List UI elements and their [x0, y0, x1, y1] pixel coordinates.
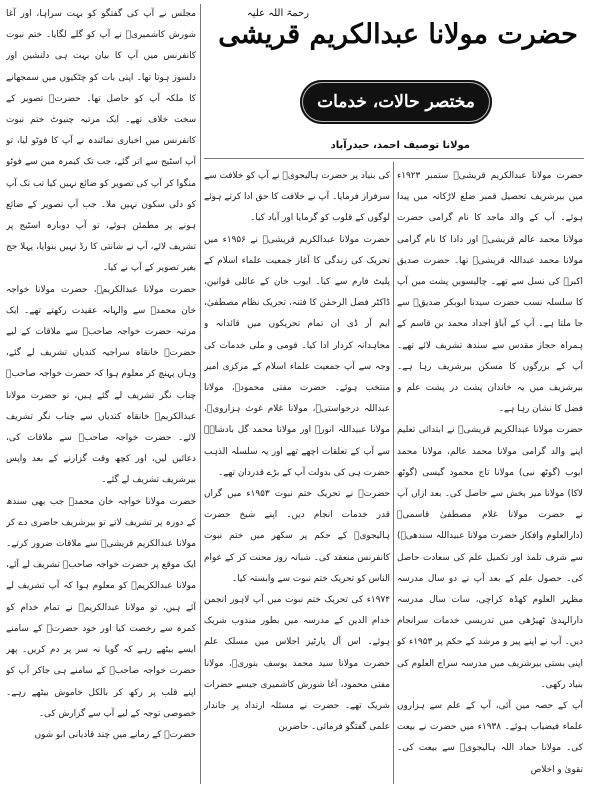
paragraph: کی بنیاد پر حضرت ہالیجویؒ نے آپ کو خلافت سے سرفراز فرمایا۔ آپ نے خلافت کا حق ادا کرتے ہوئے لوگوں کے قلوب کو گرمایا اور آباد کیا۔	[204, 171, 390, 224]
subtitle-banner-text: مختصر حالات، خدمات	[317, 92, 475, 112]
paragraph: حضرتؒ نے تحریک ختم نبوت ۱۹۵۳ء میں گراں قدر خدمات انجام دیں۔ اپنے شیخ حضرت ہالیجویؒ کے حکم پر سکھر میں ختم نبوت کانفرنس منعقد کی۔ شبانہ روز محنت کر کے عوام الناس کو تحریک ختم نبوت سے وابستہ کیا۔	[204, 489, 390, 584]
column-divider-right	[393, 162, 394, 784]
paragraph: حضرت مولانا عبدالکریم قریشیؒ ستمبر ۱۹۲۳ء میں بیرشریف تحصیل قمبر ضلع لاڑکانہ میں پیدا ہوئے۔ آپ کے والد ماجد کا نام گرامی حضرت مولانا محمد عالم قریشیؒ اور دادا کا نام گرامی مولانا محمد عبداللہ قریشیؒ تھا۔ حضرت صدیق اکبرؓ کی نسل سے تھے۔ چالیسویں پشت میں آپ کا سلسلہ نسب حضرت سیدنا ابوبکر صدیقؓ سے جا ملتا ہے۔ آپ کے آباؤ اجداد محمد بن قاسم کے ہمراہ حجاز مقدس سے سندھ تشریف لائے تھے۔ آپ کے بزرگوں کا مسکن بیرشریف رہا ہے۔ بیرشریف میں یہ خاندان پشت در پشت علم و فضل کا نشان رہا ہے۔	[397, 171, 583, 415]
article-column-middle	[204, 166, 390, 780]
article-column-left	[6, 4, 196, 780]
paragraph: مجلس نے آپ کی گفتگو کو بہت سراہا، اور آغا شورش کاشمیریؒ نے آپ کو گلے لگایا۔ ختم نبوت کانفرنس میں آپ کا بیان بہت ہی دلنشین اور دلسوز ہوتا تھا۔ اپنی بات کو چٹکیوں میں سمجھانے کا ملکہ آپ کو حاصل تھا۔ حضرتؒ تصویر کے سخت خلاف تھے۔ ایک مرتبہ چنیوٹ ختم نبوت کانفرنس میں اخباری نمائندہ نے آپ کا فوٹو لیا، تو آپ اسٹیج سے اتر گئے، جب تک کیمرہ مین سے فوٹو منگوا کر آپ کی تصویر کو ضائع نہیں کیا تب تک آپ کو دلی سکون نہیں ملا۔ جب آپ تصویر کے ضائع ہونے پر مطمئن ہوئے، تو آپ دوبارہ اسٹیج پر تشریف لائے، آپ نے شانتی کا رڈ نہیں بنوایا، پہلا حج بغیر تصویر کے آپ نے کیا۔	[6, 9, 196, 274]
byline-divider	[204, 158, 584, 159]
paragraph: حضرت مولانا عبدالکریم قریشیؒ نے ۱۹۵۶ء میں تحریک کی زندگی کا آغاز جمعیت علماء اسلام کے پلیٹ فارم سے کیا۔ ایوب خان کے عائلی قوانین، ڈاکٹر فضل الرحمٰن کا فتنہ، تحریک نظام مصطفیٰ، ایم آر ڈی ان تمام تحریکوں میں قائدانہ و مجاہدانہ کردار ادا کیا۔ قومی و ملی خدمات کی وجہ سے آپ جمعیت علماء اسلام کے مرکزی امیر منتخب ہوئے۔ حضرت مفتی محمودؒ، مولانا عبداللہ درخواستیؒ، مولانا غلام غوث ہزارویؒ، مولانا عبیداللہ انورؒ اور مولانا محمد گل بادشاہؒ سے آپ کے تعلقات اچھے تھے اور یہ سلسلہ الذہب حضرت ہی کی بدولت آپ کے بڑے قدردان تھے۔	[204, 234, 390, 478]
subtitle-banner	[300, 80, 492, 124]
paragraph: آپ کے حصہ میں آئی، آپ کے علم سے ہزاروں علماء فیضیاب ہوئے۔ ۱۹۳۸ء میں حضرت نے بیعت کی۔ مولانا حماد اللہ ہالیجویؒ سے بیعت کی۔ تقویٰ و اخلاص	[397, 701, 583, 775]
paragraph: حضرت مولانا خواجہ خان محمدؒ جب بھی سندھ کے دورہ پر تشریف لاتے تو بیرشریف حاضری دے کر مولانا عبدالکریم قریشیؒ سے ملاقات ضرور کرتے۔ ایک موقع پر حضرت خواجہ صاحبؒ تشریف لے آئے، مولانا عبدالکریمؒ کو معلوم ہوا کہ آپ تشریف لے آئے ہیں، تو مولانا عبدالکریمؒ نے تمام خدام کو کمرہ سے رخصت کیا اور خود حضرتؒ کے سامنے ایسے بیٹھے رہے کہ گویا نہ سر پر دم کریں۔ پھر حضرت خواجہ صاحبؒ کے سامنے ہی جاکر آپ کو اپنے قلب پر رکھ کر بالکل خاموش بیٹھے رہے۔ خصوصی توجہ کے لیے آپ سے گزارش کی۔	[6, 496, 196, 719]
column-divider-left	[200, 4, 201, 784]
honorific-title: رحمۃ اللہ علیہ	[246, 8, 310, 19]
paragraph: حضرت مولانا عبدالکریم قریشیؒ نے ابتدائی تعلیم اپنے والد گرامی مولانا محمد عالم، مولانا محمد ایوب (گوٹھ نبی) مولانا تاج محمود گیسی (گوٹھ لاکا) مولانا میر بخش سے حاصل کی۔ بعد ازاں آپ نے حضرت مولانا غلام مصطفیٰ قاسمیؒ (دارالعلوم وافکار حضرت مولانا عبیداللہ سندھیؒ) سے شرف تلمذ اور تکمیل علم کی سعادت حاصل کی۔ حصول علم کے بعد آپ نے دو سال مدرسہ مظہر العلوم کھڈہ کراچی، سات سال مدرسہ دارالہدیٰ ٹھیڑھی میں تدریسی خدمات سرانجام دیں۔ آپ نے اپنے پیر و مرشد کے حکم پر ۱۹۵۳ء کو اپنی بستی بیرشریف میں مدرسہ سراج العلوم کی بنیاد رکھی۔	[397, 425, 583, 690]
paragraph: حضرت مولانا عبدالکریمؒ، حضرت مولانا خواجہ خان محمدؒ سے والہانہ عقیدت رکھتے تھے۔ ایک مرتبہ حضرت خواجہ صاحبؒ سے ملاقات کے لیے حضرتؒ خانقاہ سراجیہ کندیاں تشریف لے گئے، وہاں پہنچ کر معلوم ہوا کہ حضرت خواجہ صاحبؒ چناب نگر تشریف لے گئے ہیں، تو حضرت مولانا عبدالکریمؒ خانقاہ کندیاں سے چناب نگر تشریف لائے۔ حضرت خواجہ صاحبؒ سے ملاقات کی، دعائیں لیں، اور کچھ وقت گزارنے کے بعد واپس بیرشریف تشریف لے گئے۔	[6, 284, 196, 486]
article-column-right	[397, 166, 583, 780]
article-headline: حضرت مولانا عبدالکریم قریشی	[218, 19, 578, 50]
author-byline: مولانا توصیف احمد، حیدرآباد	[330, 140, 470, 151]
paragraph: ۱۹۷۴ء کی تحریک ختم نبوت میں آپ لاہور انجمن خدام الدین کے مدرسہ میں بطور مندوب شریک ہوئے۔ اس آل پارٹیز اجلاس میں مسلک علم حضرت مولانا سید محمد یوسف بنوریؒ، مولانا مفتی محمود، آغا شورش کاشمیری جیسے حضرات شریک تھے۔ حضرت نے مسئلہ ارتداد پر جاندار علمی گفتگو فرمائی۔ حاضرین	[204, 595, 390, 733]
paragraph: حضرتؒ کے زمانے میں چند قادیانی ابو شوں	[34, 729, 196, 740]
